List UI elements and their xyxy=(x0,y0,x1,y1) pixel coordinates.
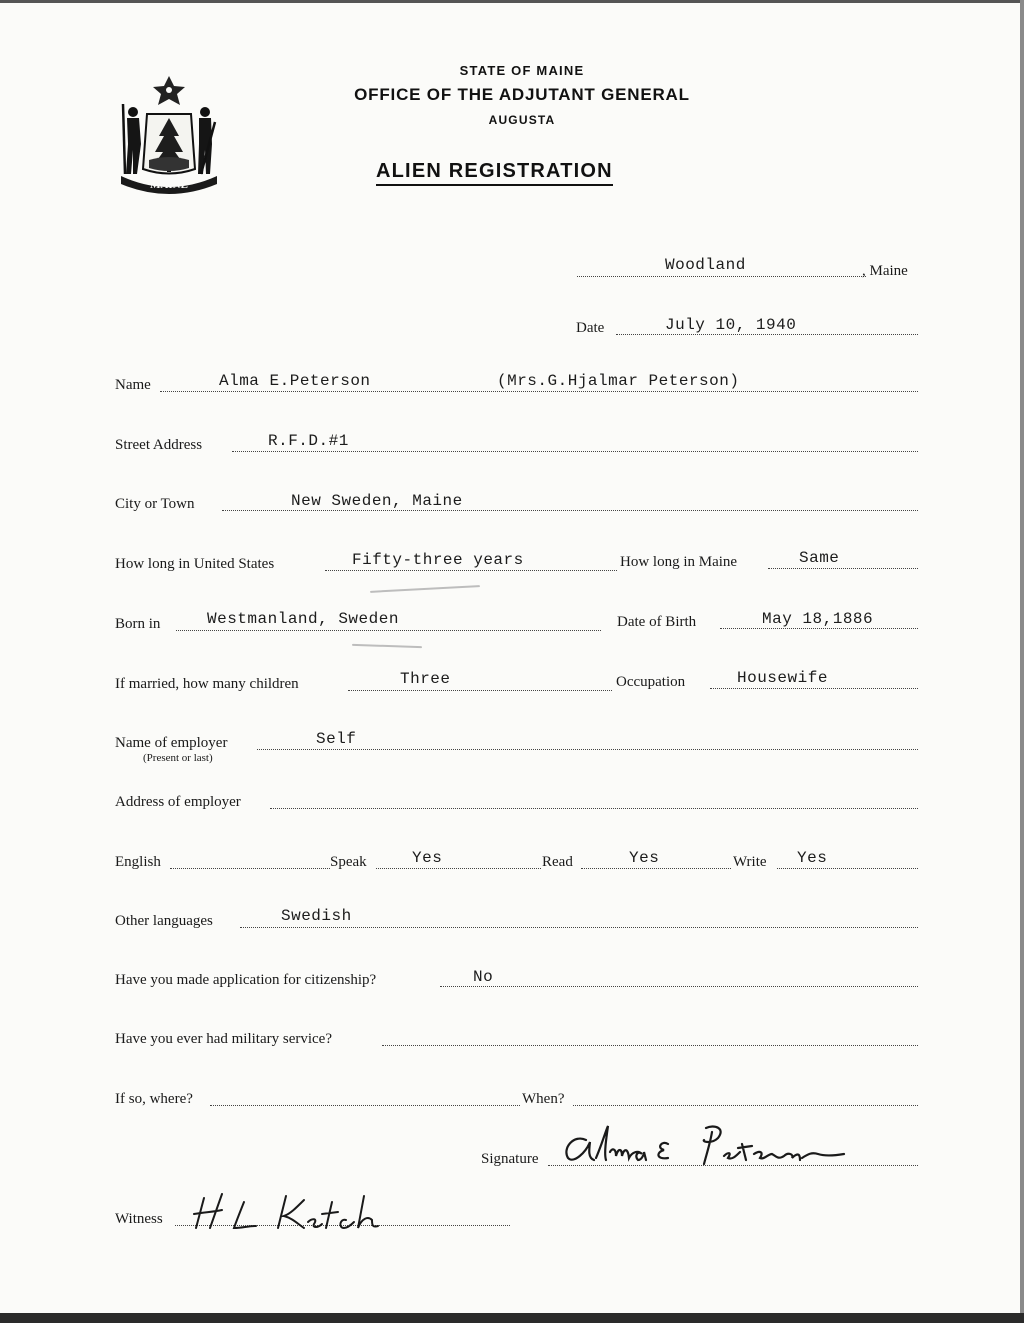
street-value: R.F.D.#1 xyxy=(268,432,349,450)
street-label: Street Address xyxy=(115,437,203,453)
employer-label: Name of employer xyxy=(115,735,228,751)
born-in-line xyxy=(176,630,601,631)
other-languages-line xyxy=(240,927,918,928)
when-line xyxy=(573,1105,918,1106)
other-languages-label: Other languages xyxy=(115,913,213,929)
occupation-line xyxy=(710,688,918,689)
dob-line xyxy=(720,628,918,629)
born-in-label: Born in xyxy=(115,616,161,632)
place-line xyxy=(577,276,866,277)
where-label: If so, where? xyxy=(115,1091,193,1107)
speak-line xyxy=(376,868,541,869)
employer-line xyxy=(257,749,918,750)
office-heading: OFFICE OF THE ADJUTANT GENERAL xyxy=(354,85,690,104)
city-label: City or Town xyxy=(115,496,195,512)
citizenship-value: No xyxy=(473,968,494,986)
employer-address-label: Address of employer xyxy=(115,794,241,810)
how-long-us-line xyxy=(325,570,617,571)
how-long-maine-label: How long in Maine xyxy=(620,554,738,570)
date-value: July 10, 1940 xyxy=(665,316,797,334)
date-label: Date xyxy=(576,320,605,336)
witness-label: Witness xyxy=(115,1211,163,1227)
seal-banner-text: MAINE xyxy=(150,179,188,191)
employer-value: Self xyxy=(316,730,357,748)
children-label: If married, how many children xyxy=(115,676,299,692)
occupation-label: Occupation xyxy=(616,674,686,690)
employer-address-line xyxy=(270,808,918,809)
name-line xyxy=(160,391,918,392)
english-label: English xyxy=(115,854,161,870)
citizenship-label: Have you made application for citizenship? xyxy=(115,972,377,988)
born-in-value: Westmanland, Sweden xyxy=(207,610,399,628)
write-line xyxy=(777,868,918,869)
children-value: Three xyxy=(400,670,451,688)
place-value: Woodland xyxy=(665,256,746,274)
street-line xyxy=(232,451,918,452)
how-long-maine-line xyxy=(768,568,918,569)
where-line xyxy=(210,1105,520,1106)
name-value: Alma E.Peterson xyxy=(219,372,371,390)
read-label: Read xyxy=(542,854,573,870)
scan-border-right xyxy=(1020,0,1024,1323)
english-line xyxy=(170,868,330,869)
signature-label: Signature xyxy=(481,1151,539,1167)
dob-label: Date of Birth xyxy=(617,614,697,630)
read-value: Yes xyxy=(629,849,660,867)
occupation-value: Housewife xyxy=(737,669,828,687)
name-alt-value: (Mrs.G.Hjalmar Peterson) xyxy=(497,372,740,390)
employer-note: (Present or last) xyxy=(143,752,213,764)
speak-value: Yes xyxy=(412,849,443,867)
how-long-us-value: Fifty-three years xyxy=(352,551,524,569)
scan-border-bottom xyxy=(0,1313,1024,1323)
other-languages-value: Swedish xyxy=(281,907,352,925)
how-long-us-label: How long in United States xyxy=(115,556,275,572)
how-long-maine-value: Same xyxy=(799,549,840,567)
read-line xyxy=(581,868,731,869)
witness-signature xyxy=(186,1188,406,1234)
dob-value: May 18,1886 xyxy=(762,610,874,628)
write-value: Yes xyxy=(797,849,828,867)
name-label: Name xyxy=(115,377,151,393)
city-value: New Sweden, Maine xyxy=(291,492,463,510)
scan-smudge-2 xyxy=(352,644,422,648)
applicant-signature xyxy=(556,1118,856,1170)
write-label: Write xyxy=(733,854,767,870)
speak-label: Speak xyxy=(330,854,367,870)
children-line xyxy=(348,690,612,691)
place-suffix-label: , Maine xyxy=(862,263,908,279)
military-label: Have you ever had military service? xyxy=(115,1031,332,1047)
scan-smudge xyxy=(370,585,480,593)
form-title: ALIEN REGISTRATION xyxy=(376,160,613,186)
city-heading: AUGUSTA xyxy=(488,113,556,127)
when-label: When? xyxy=(522,1091,565,1107)
city-line xyxy=(222,510,918,511)
military-line xyxy=(382,1045,918,1046)
date-line xyxy=(616,334,918,335)
state-heading: STATE OF MAINE xyxy=(459,63,585,78)
citizenship-line xyxy=(440,986,918,987)
scan-border-top xyxy=(0,0,1024,3)
